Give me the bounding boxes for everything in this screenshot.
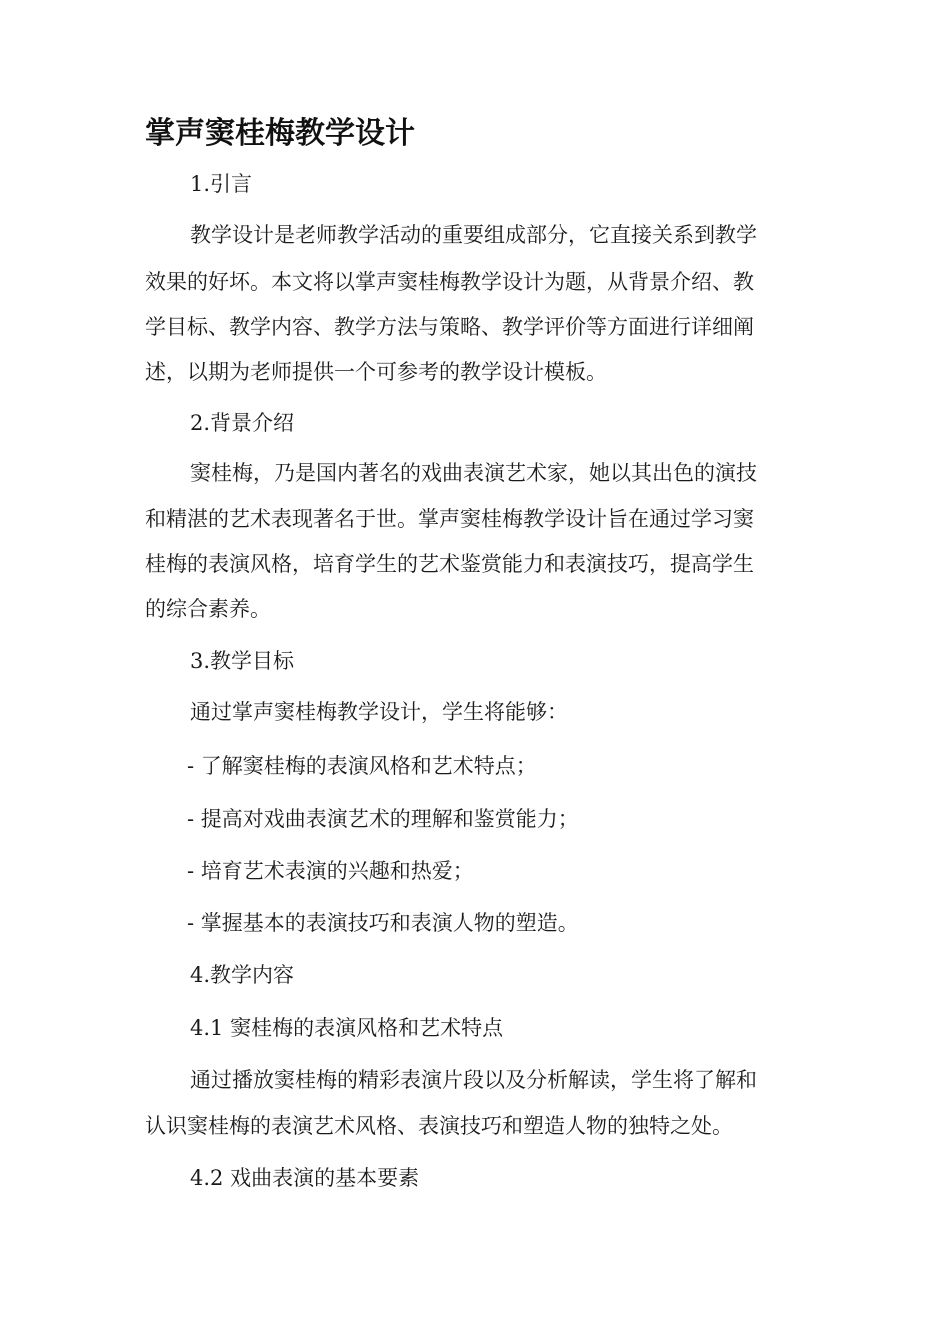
heading-introduction: 1.引言 (190, 172, 253, 196)
list-item: - 掌握基本的表演技巧和表演人物的塑造。 (187, 911, 579, 935)
list-item: - 提高对戏曲表演艺术的理解和鉴赏能力； (187, 807, 579, 831)
paragraph-line: 通过掌声窦桂梅教学设计，学生将能够： (190, 700, 568, 724)
paragraph-line: 桂梅的表演风格，培育学生的艺术鉴赏能力和表演技巧，提高学生 (145, 552, 754, 576)
subheading-4-2: 4.2 戏曲表演的基本要素 (190, 1166, 420, 1190)
list-item: - 了解窦桂梅的表演风格和艺术特点； (187, 754, 537, 778)
paragraph-line: 述，以期为老师提供一个可参考的教学设计模板。 (145, 360, 607, 384)
heading-teaching-content: 4.教学内容 (190, 963, 295, 987)
paragraph-line: 认识窦桂梅的表演艺术风格、表演技巧和塑造人物的独特之处。 (145, 1114, 733, 1138)
heading-background: 2.背景介绍 (190, 411, 295, 435)
subheading-4-1: 4.1 窦桂梅的表演风格和艺术特点 (190, 1016, 504, 1040)
paragraph-line: 教学设计是老师教学活动的重要组成部分，它直接关系到教学 (190, 223, 757, 247)
heading-teaching-goals: 3.教学目标 (190, 649, 295, 673)
paragraph-line: 和精湛的艺术表现著名于世。掌声窦桂梅教学设计旨在通过学习窦 (145, 507, 754, 531)
paragraph-line: 学目标、教学内容、教学方法与策略、教学评价等方面进行详细阐 (145, 315, 754, 339)
document-title: 掌声窦桂梅教学设计 (145, 116, 415, 151)
paragraph-line: 效果的好坏。本文将以掌声窦桂梅教学设计为题，从背景介绍、教 (145, 270, 754, 294)
paragraph-line: 窦桂梅，乃是国内著名的戏曲表演艺术家，她以其出色的演技 (190, 461, 757, 485)
list-item: - 培育艺术表演的兴趣和热爱； (187, 859, 474, 883)
paragraph-line: 的综合素养。 (145, 597, 271, 621)
paragraph-line: 通过播放窦桂梅的精彩表演片段以及分析解读，学生将了解和 (190, 1068, 757, 1092)
